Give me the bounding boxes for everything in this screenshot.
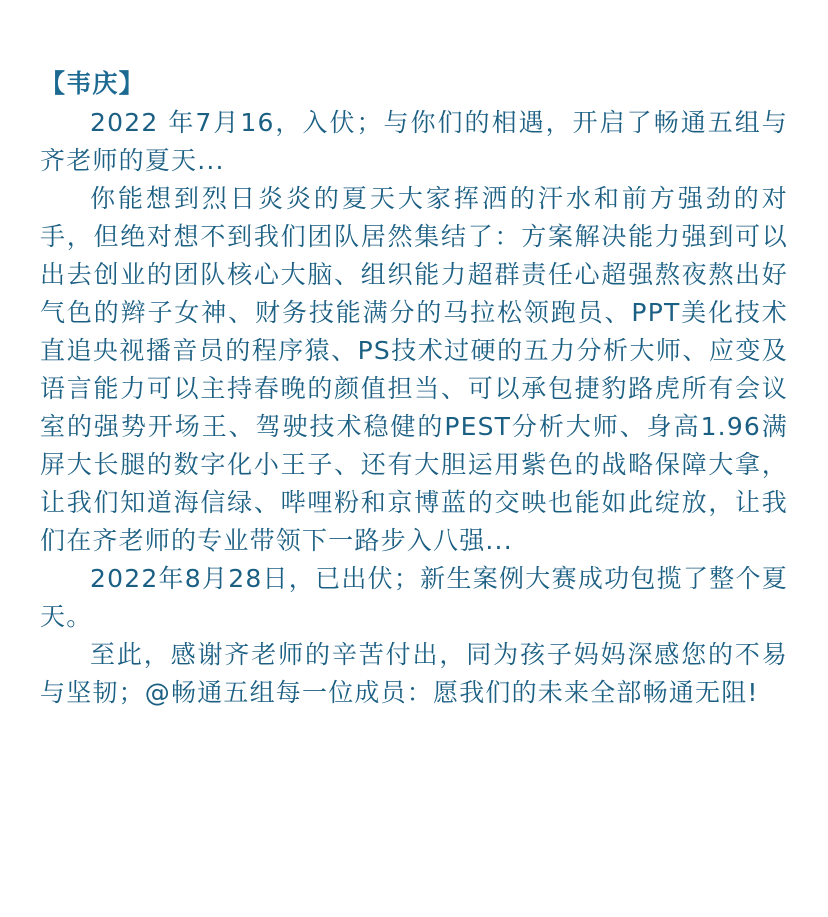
paragraph-result: 2022年8月28日，已出伏；新生案例大赛成功包揽了整个夏天。 (40, 564, 788, 631)
paragraph-thanks: 至此，感谢齐老师的辛苦付出，同为孩子妈妈深感您的不易与坚韧；@畅通五组每一位成员：愿我们的未来全部畅通无阻! (40, 640, 788, 707)
author-heading: 【韦庆】 (40, 69, 145, 98)
paragraph-team: 你能想到烈日炎炎的夏天大家挥洒的汗水和前方强劲的对手，但绝对想不到我们团队居然集结了：方案解决能力强到可以出去创业的团队核心大脑、组织能力超群责任心超强熬夜熬出好气色的辫子女神、财务技能满分的马拉松领跑员、PPT美化技术直追央视播音员的程序猿、PS技术过硬的五力分析大师、应变及语言能力可以主持春晚的颜值担当、可以承包捷豹路虎所有会议室的强势开场王、驾驶技术稳健的PEST分析大师、身高1.96满屏大长腿的数字化小王子、还有大胆运用紫色的战略保障大拿，让我们知道海信绿、哔哩粉和京博蓝的交映也能如此绽放，让我们在齐老师的专业带领下一路步入八强... (40, 184, 788, 555)
article (40, 64, 788, 712)
paragraph-intro: 2022 年7月16，入伏；与你们的相遇，开启了畅通五组与齐老师的夏天... (40, 108, 788, 175)
